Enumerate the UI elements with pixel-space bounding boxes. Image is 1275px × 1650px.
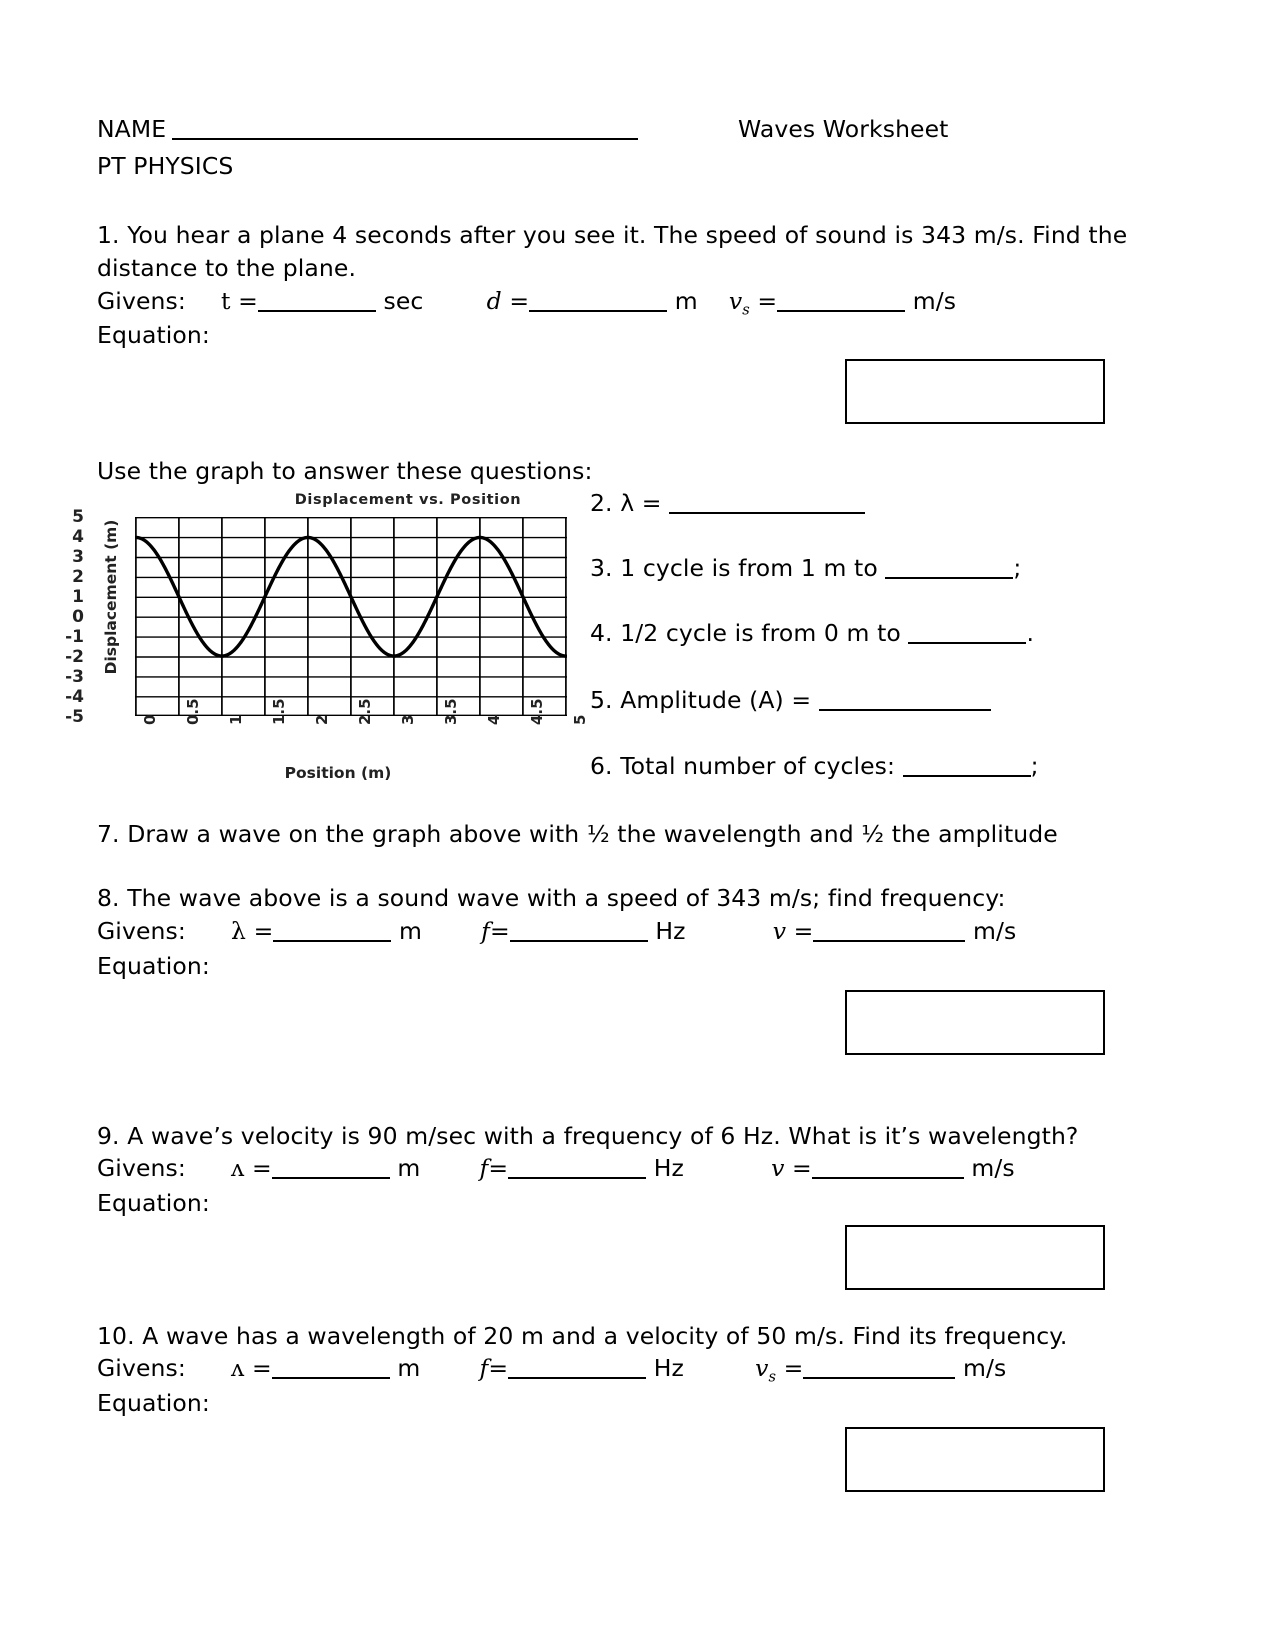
x-tick-label: 2.5 [356,698,374,725]
x-tick-label: 3.5 [442,698,460,725]
equals-sign: = [488,1354,509,1382]
q9-lambda-blank[interactable] [272,1177,390,1179]
question-4-row [590,617,1034,650]
symbol-lambda: λ [231,917,247,945]
course-label: PT PHYSICS [97,152,234,180]
q8-lambda-blank[interactable] [273,940,391,942]
q5-amplitude-blank[interactable] [819,709,991,711]
unit-m: m [674,287,698,315]
question-10-answer-box[interactable] [845,1427,1105,1492]
question-4-trailing: . [1026,619,1035,647]
y-tick-label: 2 [72,567,84,587]
givens-label: Givens: [97,287,186,315]
question-10-equation-label: Equation: [97,1389,210,1417]
symbol-f: f [479,1354,489,1382]
displacement-vs-position-chart [65,492,589,802]
question-4-text: 4. 1/2 cycle is from 0 m to [590,619,909,647]
q2-lambda-blank[interactable] [669,512,865,514]
unit-hz: Hz [653,1354,684,1382]
q10-vs-blank[interactable] [803,1377,955,1379]
question-9-text: 9. A wave’s velocity is 90 m/sec with a frequency of 6 Hz. What is it’s wavelength? [97,1122,1079,1150]
worksheet-title: Waves Worksheet [738,115,949,143]
chart-y-axis-label: Displacement (m) [102,519,120,675]
equals-sign: = [251,1354,272,1382]
question-10-givens-row [97,1352,1006,1388]
y-tick-label: -2 [65,647,84,667]
y-tick-label: 1 [72,587,84,607]
q3-blank[interactable] [885,577,1013,579]
x-tick-label: 2 [313,714,331,725]
question-1-text-line-1: 1. You hear a plane 4 seconds after you see it. The speed of sound is 343 m/s. Find the [97,221,1128,249]
question-3-row [590,552,1021,585]
unit-ms: m/s [973,917,1017,945]
y-tick-label: -3 [65,667,84,687]
question-8-equation-label: Equation: [97,952,210,980]
x-tick-label: 4.5 [528,698,546,725]
name-blank[interactable] [172,120,638,140]
q4-blank[interactable] [908,642,1026,644]
symbol-f: f [481,917,490,945]
name-label: NAME [97,115,167,143]
question-6-row [590,750,1039,783]
question-3-trailing: ; [1013,554,1022,582]
q8-v-blank[interactable] [813,940,965,942]
unit-m: m [398,917,422,945]
q1-t-blank[interactable] [258,310,376,312]
equals-sign: = [489,917,510,945]
x-tick-label: 3 [399,714,417,725]
symbol-t: t [221,287,231,315]
symbol-lambda: ʌ [231,1354,245,1382]
unit-ms: m/s [971,1154,1015,1182]
equals-sign: = [783,1354,804,1382]
unit-ms: m/s [963,1354,1007,1382]
question-1-equation-label: Equation: [97,321,210,349]
question-8-text: 8. The wave above is a sound wave with a speed of 343 m/s; find frequency: [97,884,1006,912]
question-1-text-line-2: distance to the plane. [97,254,357,282]
q10-lambda-blank[interactable] [272,1377,390,1379]
givens-label: Givens: [97,1154,186,1182]
x-tick-label: 1 [227,714,245,725]
q6-blank[interactable] [903,775,1031,777]
q9-f-blank[interactable] [508,1177,646,1179]
equals-sign: = [757,287,778,315]
y-tick-label: -4 [65,687,84,707]
y-tick-label: 4 [72,527,84,547]
equals-sign: = [792,1154,812,1182]
x-tick-label: 0 [141,714,159,725]
givens-label: Givens: [97,917,186,945]
question-8-answer-box[interactable] [845,990,1105,1055]
q1-d-blank[interactable] [529,310,667,312]
question-2-row [590,487,865,520]
y-tick-label: 0 [72,607,84,627]
unit-m: m [397,1354,421,1382]
symbol-vs: v [755,1354,769,1382]
wave-plot-svg [135,517,567,716]
question-1-givens-row [97,285,956,321]
question-8-givens-row [97,915,1016,948]
unit-hz: Hz [653,1154,684,1182]
equals-sign: = [253,917,274,945]
symbol-lambda: ʌ [231,1154,245,1182]
symbol-v: v [772,917,787,945]
chart-plot-area [135,517,567,716]
symbol-vs: v [728,287,743,315]
question-5-text: 5. Amplitude (A) = [590,686,819,714]
x-tick-label: 0.5 [184,698,202,725]
chart-title: Displacement vs. Position [294,492,522,508]
question-9-answer-box[interactable] [845,1225,1105,1290]
question-7-text: 7. Draw a wave on the graph above with ½ the wavelength and ½ the amplitude [97,820,1058,848]
question-6-trailing: ; [1030,752,1039,780]
chart-x-axis-label: Position (m) [284,764,392,782]
q9-v-blank[interactable] [812,1177,964,1179]
equals-sign: = [509,287,530,315]
question-10-text: 10. A wave has a wavelength of 20 m and a velocity of 50 m/s. Find its frequency. [97,1322,1068,1350]
givens-label: Givens: [97,1354,186,1382]
q10-f-blank[interactable] [508,1377,646,1379]
q8-f-blank[interactable] [510,940,648,942]
question-3-text: 3. 1 cycle is from 1 m to [590,554,886,582]
question-9-equation-label: Equation: [97,1189,210,1217]
symbol-v: v [771,1154,785,1182]
unit-ms: m/s [912,287,957,315]
q1-vs-blank[interactable] [777,310,905,312]
equals-sign: = [488,1154,509,1182]
equals-sign: = [251,1154,272,1182]
question-6-text: 6. Total number of cycles: [590,752,903,780]
y-tick-label: 5 [72,507,84,527]
question-5-row [590,684,991,717]
x-tick-label: 1.5 [270,698,288,725]
equals-sign: = [238,287,258,315]
symbol-f: f [479,1154,489,1182]
question-2-text: 2. λ = [590,489,670,517]
unit-hz: Hz [655,917,686,945]
question-1-answer-box[interactable] [845,359,1105,424]
symbol-d: d [486,287,502,315]
x-tick-label: 5 [571,714,589,725]
name-field-row [97,113,638,146]
unit-m: m [397,1154,421,1182]
symbol-vs-subscript: s [768,1368,777,1386]
x-tick-label: 4 [485,714,503,725]
equals-sign: = [793,917,814,945]
y-tick-label: -1 [65,627,84,647]
y-tick-label: 3 [72,547,84,567]
symbol-vs-subscript: s [742,301,750,319]
y-tick-label: -5 [65,707,84,727]
use-graph-instruction: Use the graph to answer these questions: [97,457,593,485]
question-9-givens-row [97,1152,1015,1185]
unit-sec: sec [383,287,424,315]
